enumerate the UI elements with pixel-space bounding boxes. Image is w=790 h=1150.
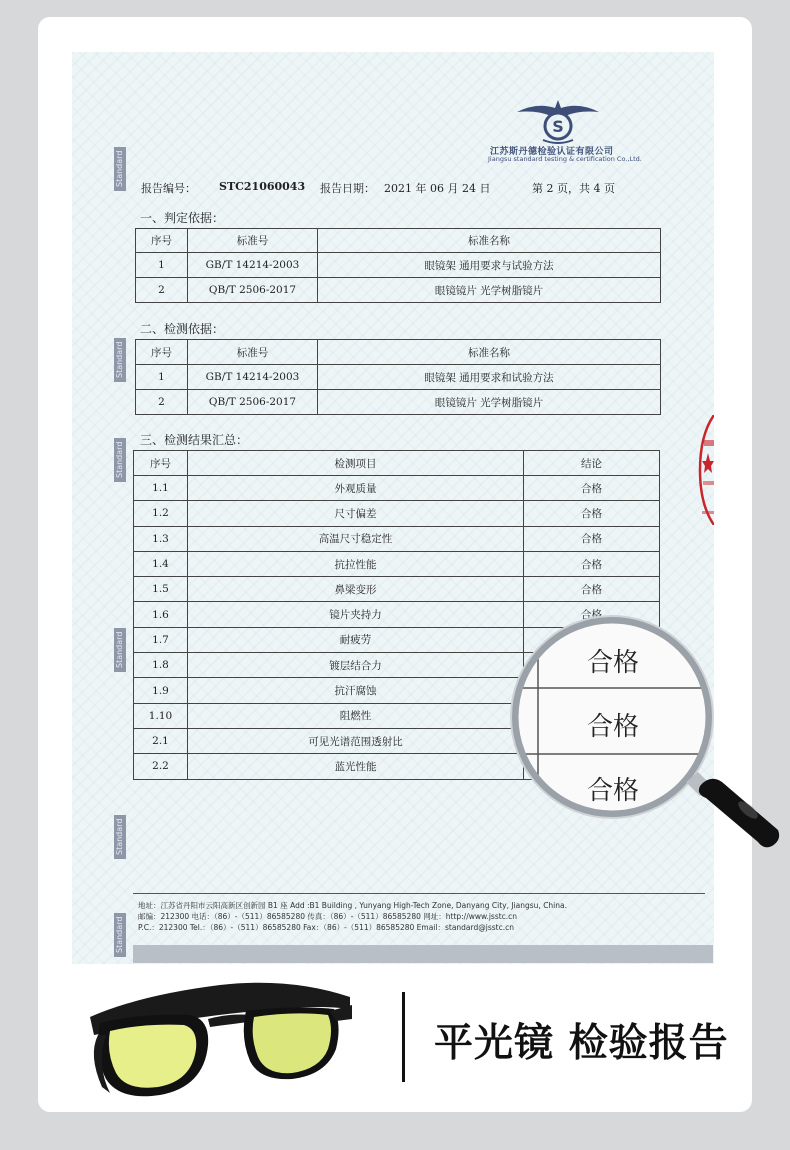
table-row bbox=[134, 577, 660, 602]
section-title: 二、检测依据： bbox=[140, 322, 225, 336]
table-cell: 1.8 bbox=[134, 653, 188, 678]
table-cell: 耐疲劳 bbox=[188, 627, 524, 652]
table-cell: 1.5 bbox=[134, 577, 188, 602]
table-row bbox=[136, 253, 661, 278]
table-header: 标准名称 bbox=[318, 340, 661, 365]
table-cell: 眼镜架 通用要求和试验方法 bbox=[318, 365, 661, 390]
table-cell: QB/T 2506-2017 bbox=[188, 278, 318, 303]
table-cell: 合格 bbox=[524, 602, 660, 627]
footer-contact-cn: 邮编：212300 电话：（86）-（511）86585280 传真：（86）-（511）86585280 网址：http://www.jsstc.cn bbox=[138, 912, 518, 921]
section-title: 一、判定依据： bbox=[140, 211, 225, 225]
table-cell: 1.10 bbox=[134, 703, 188, 728]
table-row bbox=[134, 476, 660, 501]
company-name-en: Jiangsu standard testing & certification Co.,Ltd. bbox=[488, 155, 642, 163]
criteria-table bbox=[135, 228, 661, 303]
table-cell: 合格 bbox=[524, 551, 660, 576]
standard-tab: Standard bbox=[114, 628, 126, 672]
table-cell: 1.3 bbox=[134, 526, 188, 551]
footer-band bbox=[133, 945, 713, 963]
table-row bbox=[136, 278, 661, 303]
caption-divider bbox=[402, 992, 405, 1082]
standard-tab: Standard bbox=[114, 147, 126, 191]
table-cell: 1.1 bbox=[134, 476, 188, 501]
table-header: 结论 bbox=[524, 451, 660, 476]
table-cell: 1.7 bbox=[134, 627, 188, 652]
basis-table bbox=[135, 339, 661, 415]
red-seal-stamp bbox=[698, 415, 714, 525]
table-cell: 眼镜镜片 光学树脂镜片 bbox=[318, 390, 661, 415]
company-name-cn: 江苏斯丹德检验认证有限公司 bbox=[490, 147, 614, 157]
footer-contact-en: P.C.：212300 Tel.：（86）-（511）86585280 Fax：（86）-（511）86585280 Email：standard@jsstc.cn bbox=[138, 923, 514, 932]
table-cell: 可见光谱范围透射比 bbox=[188, 728, 524, 753]
report-page: 第 2 页，共 4 页 bbox=[532, 182, 615, 195]
footer-divider bbox=[133, 893, 705, 894]
table-cell: 合格 bbox=[524, 501, 660, 526]
table-cell: 合格 bbox=[524, 526, 660, 551]
table-cell: 2 bbox=[136, 390, 188, 415]
table-cell: 抗拉性能 bbox=[188, 551, 524, 576]
table-cell: 1.4 bbox=[134, 551, 188, 576]
table-cell: 鼻梁变形 bbox=[188, 577, 524, 602]
magnified-result: 合格 bbox=[587, 776, 640, 806]
report-number: STC21060043 bbox=[219, 180, 306, 193]
table-header: 标准号 bbox=[188, 340, 318, 365]
magnifier-icon bbox=[510, 614, 785, 849]
table-cell: 镀层结合力 bbox=[188, 653, 524, 678]
section-title: 三、检测结果汇总： bbox=[140, 433, 249, 447]
table-cell: 合格 bbox=[524, 476, 660, 501]
table-header: 序号 bbox=[136, 340, 188, 365]
table-row bbox=[134, 501, 660, 526]
svg-text:S: S bbox=[552, 117, 564, 136]
table-cell: 1.9 bbox=[134, 678, 188, 703]
table-header: 标准名称 bbox=[318, 229, 661, 253]
table-cell: 蓝光性能 bbox=[188, 754, 524, 779]
table-row bbox=[134, 551, 660, 576]
magnified-result: 合格 bbox=[587, 712, 640, 742]
table-cell: 2.1 bbox=[134, 728, 188, 753]
table-cell: 眼镜架 通用要求与试验方法 bbox=[318, 253, 661, 278]
table-cell: 合格 bbox=[524, 577, 660, 602]
table-cell: 1 bbox=[136, 253, 188, 278]
magnifier bbox=[510, 614, 785, 849]
table-cell: 1.6 bbox=[134, 602, 188, 627]
glasses-image bbox=[80, 975, 355, 1105]
standard-tab: Standard bbox=[114, 815, 126, 859]
table-cell: 眼镜镜片 光学树脂镜片 bbox=[318, 278, 661, 303]
table-cell: 抗汗腐蚀 bbox=[188, 678, 524, 703]
table-header: 检测项目 bbox=[188, 451, 524, 476]
table-cell: 尺寸偏差 bbox=[188, 501, 524, 526]
table-header: 序号 bbox=[136, 229, 188, 253]
magnified-result: 合格 bbox=[587, 648, 640, 678]
table-row bbox=[136, 365, 661, 390]
standard-tab: Standard bbox=[114, 913, 126, 957]
table-cell: 镜片夹持力 bbox=[188, 602, 524, 627]
table-row bbox=[134, 526, 660, 551]
company-logo bbox=[515, 96, 601, 144]
table-row bbox=[136, 390, 661, 415]
table-cell: QB/T 2506-2017 bbox=[188, 390, 318, 415]
caption-title: 平光镜 检验报告 bbox=[434, 1021, 729, 1066]
table-cell: GB/T 14214-2003 bbox=[188, 253, 318, 278]
table-cell: GB/T 14214-2003 bbox=[188, 365, 318, 390]
table-header: 标准号 bbox=[188, 229, 318, 253]
standard-tab: Standard bbox=[114, 338, 126, 382]
table-cell: 高温尺寸稳定性 bbox=[188, 526, 524, 551]
table-cell: 2.2 bbox=[134, 754, 188, 779]
table-cell: 1 bbox=[136, 365, 188, 390]
report-number-label: 报告编号： bbox=[141, 182, 196, 195]
report-date-label: 报告日期： bbox=[320, 182, 375, 195]
table-cell: 阻燃性 bbox=[188, 703, 524, 728]
table-cell: 外观质量 bbox=[188, 476, 524, 501]
table-cell: 2 bbox=[136, 278, 188, 303]
footer-address: 地址：江苏省丹阳市云阳高新区创新园 B1 座 Add :B1 Building , Yunyang High-Tech Zone, Danyang City, Jiangsu, China. bbox=[138, 901, 568, 910]
table-cell: 1.2 bbox=[134, 501, 188, 526]
table-header: 序号 bbox=[134, 451, 188, 476]
standard-tab: Standard bbox=[114, 438, 126, 482]
report-date: 2021 年 06 月 24 日 bbox=[384, 182, 491, 195]
